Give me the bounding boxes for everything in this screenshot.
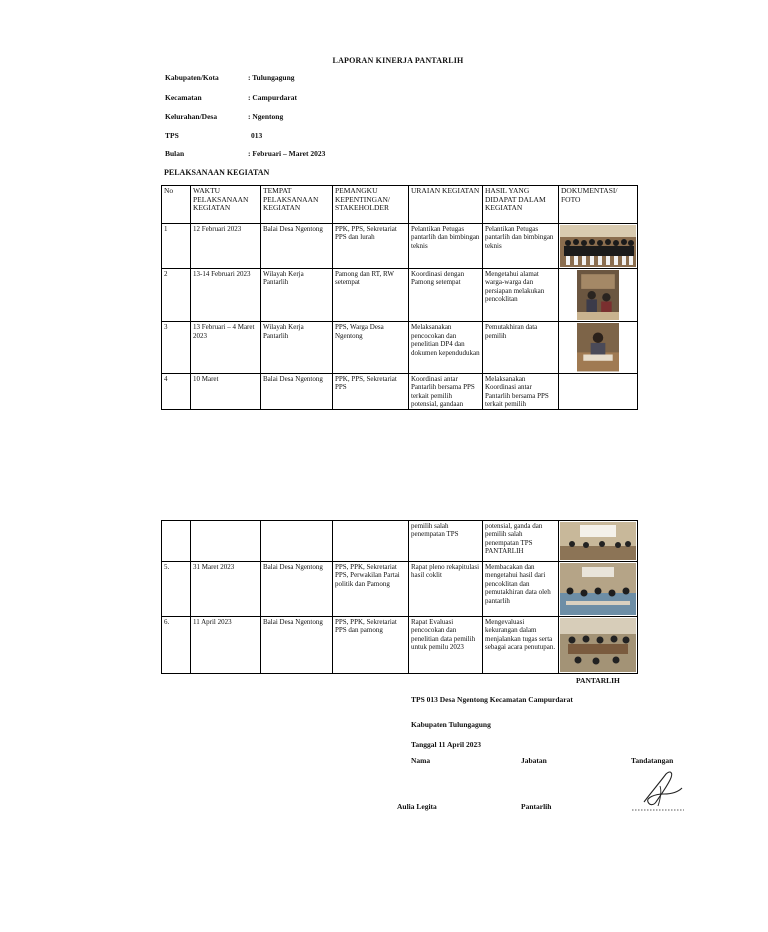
cell-hasil: Membacakan dan mengetahui hasil dari pencoklitan dan pemutakhiran data oleh pantarlih (483, 562, 559, 617)
signature-heading: PANTARLIH (576, 676, 620, 685)
report-title: LAPORAN KINERJA PANTARLIH (332, 56, 464, 65)
table-row (162, 617, 638, 674)
cell-uraian: Pelantikan Petugas pantarlih dan bimbingan teknis (409, 224, 483, 269)
info-label-tps: TPS (165, 131, 179, 140)
signature-date: Tanggal 11 April 2023 (411, 740, 481, 749)
info-value-kecamatan: : Campurdarat (248, 93, 297, 102)
info-value-tps: 013 (251, 131, 263, 140)
cell-uraian: Rapat Evaluasi pencocokan dan penelitian data pemilih untuk pemilu 2023 (409, 617, 483, 674)
cell-tempat: Balai Desa Ngentong (261, 224, 333, 269)
cell-waktu: 13 Februari – 4 Maret 2023 (191, 322, 261, 373)
info-label-desa: Kelurahan/Desa (165, 112, 218, 121)
cell-no: 2 (162, 269, 191, 322)
cell-foto (559, 617, 638, 674)
cell-tempat: Balai Desa Ngentong (261, 617, 333, 674)
cell-pemangku (333, 521, 409, 562)
cell-hasil: Mengetahui alamat warga-warga dan persiapan melakukan pencoklitan (483, 269, 559, 322)
cell-no: 6. (162, 617, 191, 674)
header-foto: DOKUMENTASI/ FOTO (559, 186, 638, 224)
column-nama-label: Nama (411, 756, 431, 765)
cell-pemangku: PPS, PPK, Sekretariat PPS, Perwakilan Partai politik dan Pamong (333, 562, 409, 617)
cell-waktu: 13-14 Februari 2023 (191, 269, 261, 322)
activity-table-page2 (161, 520, 638, 674)
cell-pemangku: PPS, PPK, Sekretariat PPS dan pamong (333, 617, 409, 674)
table-header-row (162, 186, 638, 224)
info-value-bulan: : Februari – Maret 2023 (248, 149, 326, 158)
cell-pemangku: PPK, PPS, Sekretariat PPS dan lurah (333, 224, 409, 269)
cell-foto (559, 224, 638, 269)
signer-name: Aulia Legita (397, 802, 437, 811)
cell-waktu (191, 521, 261, 562)
cell-tempat: Wilayah Kerja Pantarlih (261, 269, 333, 322)
info-label-kabupaten: Kabupaten/Kota (165, 73, 219, 82)
table-row (162, 562, 638, 617)
cell-uraian: Koordinasi antar Pantarlih bersama PPS terkait pemilih potensial, gandaan (409, 373, 483, 410)
cell-foto (559, 322, 638, 373)
cell-no: 1 (162, 224, 191, 269)
cell-no: 5. (162, 562, 191, 617)
cell-pemangku: PPK, PPS, Sekretariat PPS (333, 373, 409, 410)
column-tandatangan-label: Tandatangan (631, 756, 674, 765)
header-hasil: HASIL YANG DIDAPAT DALAM KEGIATAN (483, 186, 559, 224)
cell-no: 4 (162, 373, 191, 410)
cell-tempat: Balai Desa Ngentong (261, 373, 333, 410)
cell-uraian: Koordinasi dengan Pamong setempat (409, 269, 483, 322)
visit-photo (577, 323, 619, 371)
info-value-kabupaten: : Tulungagung (248, 73, 295, 82)
cell-foto (559, 269, 638, 322)
pleno-photo (560, 563, 636, 615)
cell-pemangku: Pamong dan RT, RW setempat (333, 269, 409, 322)
cell-foto (559, 562, 638, 617)
table-row (162, 269, 638, 322)
table-row (162, 224, 638, 269)
cell-waktu: 12 Februari 2023 (191, 224, 261, 269)
meeting-photo (577, 270, 619, 320)
handwritten-signature-icon (630, 768, 686, 812)
signature-kabupaten: Kabupaten Tulungagung (411, 720, 491, 729)
column-jabatan-label: Jabatan (521, 756, 547, 765)
group-photo (560, 225, 636, 267)
cell-no: 3 (162, 322, 191, 373)
header-waktu: WAKTU PELAKSANAAN KEGIATAN (191, 186, 261, 224)
info-value-desa: : Ngentong (248, 112, 284, 121)
section-title: PELAKSANAAN KEGIATAN (164, 168, 270, 177)
cell-hasil: Pelantikan Petugas pantarlih dan bimbingan teknis (483, 224, 559, 269)
cell-waktu: 11 April 2023 (191, 617, 261, 674)
table-row (162, 521, 638, 562)
table-row (162, 373, 638, 410)
signature-tps-line: TPS 013 Desa Ngentong Kecamatan Campurdarat (411, 695, 573, 704)
header-no: No (162, 186, 191, 224)
cell-uraian: pemilih salah penempatan TPS (409, 521, 483, 562)
header-uraian: URAIAN KEGIATAN (409, 186, 483, 224)
info-label-bulan: Bulan (165, 149, 185, 158)
activity-table-page1 (161, 185, 638, 410)
cell-pemangku: PPS, Warga Desa Ngentong (333, 322, 409, 373)
evaluation-photo (560, 618, 636, 672)
cell-waktu: 31 Maret 2023 (191, 562, 261, 617)
cell-tempat: Balai Desa Ngentong (261, 562, 333, 617)
table-row (162, 322, 638, 373)
info-label-kecamatan: Kecamatan (165, 93, 202, 102)
cell-uraian: Melaksanakan pencocokan dan penelitian DP4 dan dokumen kependudukan (409, 322, 483, 373)
cell-hasil: Melaksanakan Koordinasi antar Pantarlih bersama PPS terkait pemilih (483, 373, 559, 410)
header-pemangku: PEMANGKU KEPENTINGAN/ STAKEHOLDER (333, 186, 409, 224)
header-tempat: TEMPAT PELAKSANAAN KEGIATAN (261, 186, 333, 224)
cell-uraian: Rapat pleno rekapitulasi hasil coklit (409, 562, 483, 617)
cell-foto (559, 373, 638, 410)
cell-hasil: potensial, ganda dan pemilih salah penempatan TPS PANTARLIH (483, 521, 559, 562)
cell-waktu: 10 Maret (191, 373, 261, 410)
cell-hasil: Mengevaluasi kekurangan dalam menjalankan tugas serta sebagai acara penutupan. (483, 617, 559, 674)
signer-role: Pantarlih (521, 802, 552, 811)
cell-no (162, 521, 191, 562)
cell-hasil: Pemutakhiran data pemilih (483, 322, 559, 373)
cell-tempat (261, 521, 333, 562)
cell-foto (559, 521, 638, 562)
hall-photo (560, 522, 636, 560)
cell-tempat: Wilayah Kerja Pantarlih (261, 322, 333, 373)
